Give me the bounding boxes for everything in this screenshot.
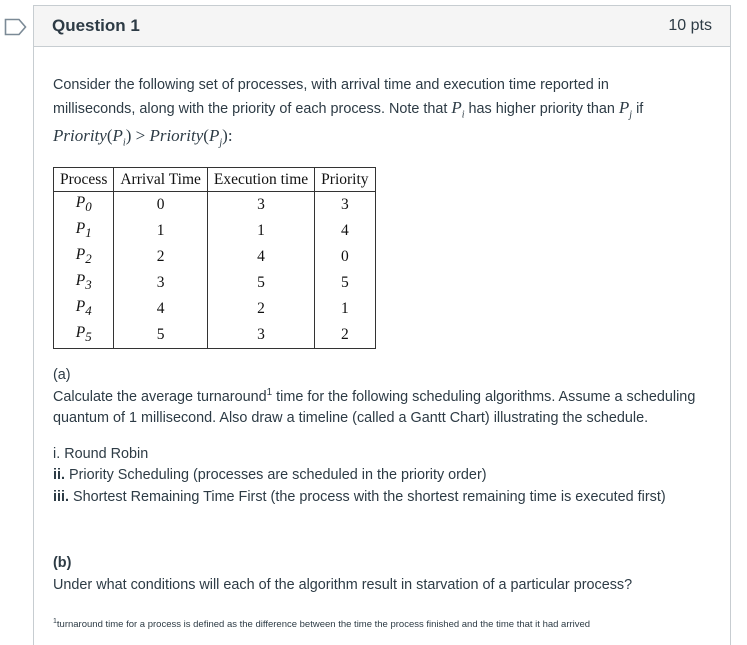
math-pi-2: P <box>112 126 123 146</box>
cell-priority: 4 <box>315 218 375 244</box>
cell-priority: 5 <box>315 270 375 296</box>
footnote <box>53 616 712 631</box>
math-sub-j: j <box>629 108 633 120</box>
math-pj: P <box>618 97 630 117</box>
list-item: iii. Shortest Remaining Time First (the process with the shortest remaining time is executed first) <box>53 488 666 505</box>
intro-line1: Consider the following set of processes, with arrival time and execution time reported in <box>53 77 609 93</box>
table-row <box>54 218 376 244</box>
question-card <box>33 5 731 645</box>
math-gt: > <box>135 126 146 146</box>
table-header-row <box>54 168 376 192</box>
cell-priority: 3 <box>315 191 375 218</box>
intro-paragraph <box>53 75 712 154</box>
priority-expression: $Priority(P_i)$ > $Priority(P_j)$: <box>53 126 233 149</box>
intro-line2c: if <box>636 100 644 117</box>
footnote-ref: 1 <box>266 387 273 399</box>
cell-priority: 1 <box>315 296 375 322</box>
process-table <box>53 167 376 349</box>
math-sub-i-2: i <box>122 137 126 149</box>
cell-process: $P_4$ <box>54 296 114 322</box>
part-b-text: Under what conditions will each of the algorithm result in starvation of a particular process? <box>53 576 633 593</box>
list-item: i. Round Robin <box>53 445 149 462</box>
table-row <box>54 322 376 349</box>
col-header-arrival: Arrival Time <box>114 168 208 192</box>
intro-line2a: milliseconds, along with the priority of each process. Note that <box>53 100 448 117</box>
part-a <box>53 365 712 508</box>
math-sub-i: i <box>461 108 465 120</box>
cell-exec: 4 <box>207 244 314 270</box>
cell-exec: 2 <box>207 296 314 322</box>
footnote-text: turnaround time for a process is defined as the difference between the time the process finished and the time that it had arrived <box>56 619 591 631</box>
math-colon: : <box>227 126 233 146</box>
cell-exec: 3 <box>207 191 314 218</box>
math-pj-2: P <box>208 126 220 146</box>
bookmark-flag-icon[interactable] <box>4 18 28 36</box>
cell-process: $P_5$ <box>54 322 114 349</box>
math-pi: P <box>451 97 462 117</box>
col-header-execution: Execution time <box>207 168 314 192</box>
intro-line2b: has higher priority than <box>468 100 615 117</box>
cell-process: $P_2$ <box>54 244 114 270</box>
question-header <box>34 6 730 47</box>
cell-process: $P_1$ <box>54 218 114 244</box>
list-item: ii. Priority Scheduling (processes are scheduled in the priority order) <box>53 467 487 484</box>
table-row <box>54 191 376 218</box>
part-a-text: Calculate the average turnaround$^1$ time for the following scheduling algorithms. Assume a scheduling quantum of 1 millisecond. Also draw a timeline (called a Gantt Chart) illustrating the schedule. <box>53 387 696 427</box>
footnote-marker: 1 <box>53 618 57 626</box>
question-title: Question 1 <box>52 16 140 35</box>
table-row <box>54 296 376 322</box>
math-sub-j-2: j <box>219 137 223 149</box>
cell-priority: 0 <box>315 244 375 270</box>
col-header-priority: Priority <box>315 168 375 192</box>
cell-priority: 2 <box>315 322 375 349</box>
cell-exec: 3 <box>207 322 314 349</box>
col-header-process: Process <box>54 168 114 192</box>
table-row <box>54 270 376 296</box>
cell-exec: 1 <box>207 218 314 244</box>
math-priority-1: Priority <box>53 126 107 146</box>
cell-exec: 5 <box>207 270 314 296</box>
cell-process: $P_0$ <box>54 191 114 218</box>
part-b-label: (b) <box>53 555 72 572</box>
question-body <box>34 47 730 632</box>
cell-arrival: 4 <box>114 296 208 322</box>
algorithm-list <box>53 444 712 509</box>
part-a-label: (a) <box>53 367 71 384</box>
part-b <box>53 553 712 596</box>
cell-arrival: 1 <box>114 218 208 244</box>
question-points: 10 pts <box>668 17 712 34</box>
table-row <box>54 244 376 270</box>
cell-process: $P_3$ <box>54 270 114 296</box>
cell-arrival: 0 <box>114 191 208 218</box>
cell-arrival: 3 <box>114 270 208 296</box>
cell-arrival: 2 <box>114 244 208 270</box>
cell-arrival: 5 <box>114 322 208 349</box>
math-priority-2: Priority <box>149 126 204 146</box>
